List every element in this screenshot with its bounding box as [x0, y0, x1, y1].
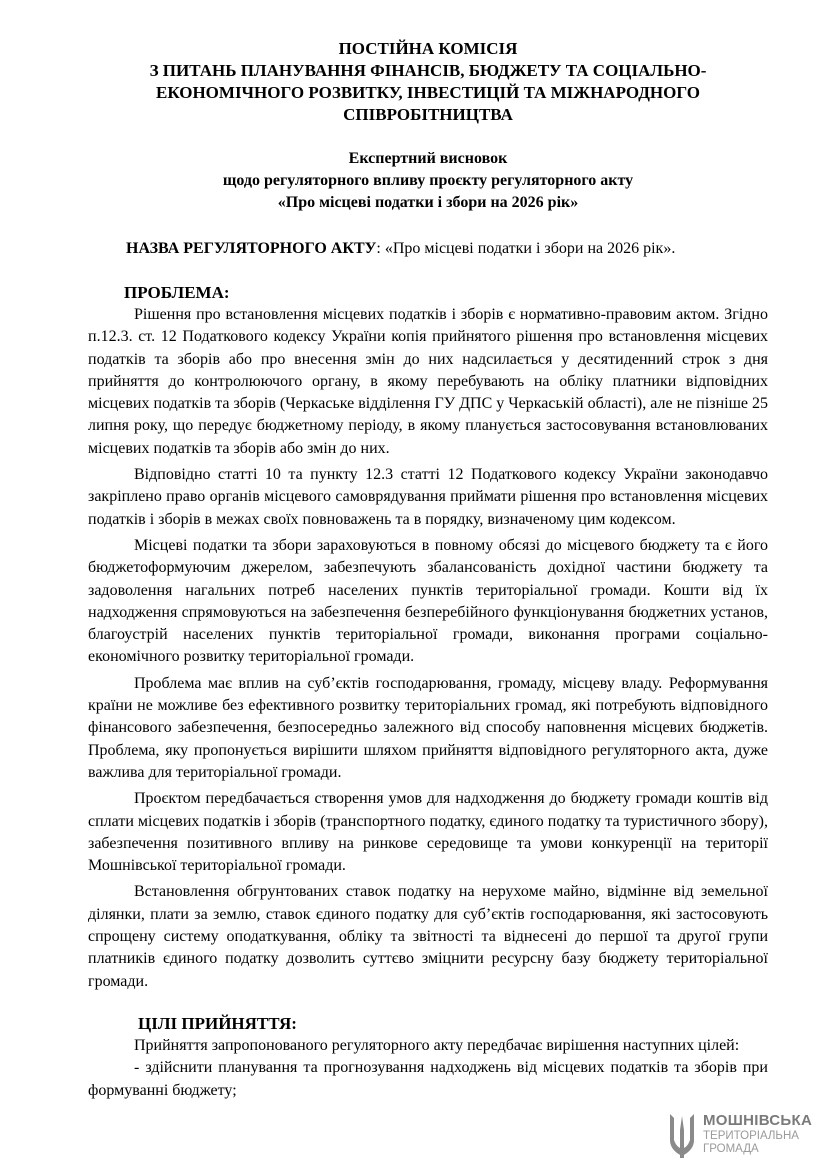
problem-paragraph-3: Місцеві податки та збори зараховуються в повному обсязі до місцевого бюджету та є його бюджетоформуючим джерелом, забезпечують збалансованість дохідної частини бюджету та задоволення нагальних потреб населених пунктів територіальної громади. Кошти від їх надходження спрямовуються на забезпечення безперебійного функціонування бюджетних установ, благоустрій населених пунктів територіальної громади, виконання програми соціально-економічного розвитку територіальної громади. — [88, 536, 768, 666]
conclusion-act-name: «Про місцеві податки і збори на 2026 рік» — [277, 194, 579, 211]
logo-name: МОШНІВСЬКА — [703, 1112, 813, 1129]
committee-title-line-1: ПОСТІЙНА КОМІСІЯ — [338, 39, 518, 58]
committee-title-line-3: ЕКОНОМІЧНОГО РОЗВИТКУ, ІНВЕСТИЦІЙ ТА МІЖНАРОДНОГО — [155, 83, 700, 102]
conclusion-title: Експертний висновок — [348, 150, 508, 167]
problem-paragraph-5: Проєктом передбачається створення умов для надходження до бюджету громади коштів від сплати місцевих податків і зборів (транспортного податку, єдиного податку та туристичного збору), забезпечення позитивного впливу на ринкове середовище та умови конкуренції на території Мошнівської територіальної громади. — [88, 790, 768, 875]
problem-heading: ПРОБЛЕМА: — [124, 283, 230, 302]
goals-heading: ЦІЛІ ПРИЙНЯТТЯ: — [138, 1013, 297, 1033]
community-logo — [667, 1108, 813, 1162]
logo-subtitle-2: ГРОМАДА — [703, 1143, 759, 1155]
problem-paragraph-1: Рішення про встановлення місцевих податків і зборів є нормативно-правовим актом. Згідно п.12.3. ст. 12 Податкового кодексу України копія прийнятого рішення про встановлення місцевих податків та зборів або про внесення змін до них надсилається у десятиденний строк з дня прийняття до контролюючого органу, в якому перебувають на обліку платники відповідних місцевих податків та зборів (Черкаське відділення ГУ ДПС у Черкаській області), але не пізніше 25 липня року, що передує бюджетному періоду, в якому планується застосовування встановлюваних місцевих податків та зборів або змін до них. — [88, 306, 769, 457]
logo-subtitle-1: ТЕРИТОРІАЛЬНА — [703, 1130, 799, 1142]
problem-paragraph-2: Відповідно статті 10 та пункту 12.3 статті 12 Податкового кодексу України законодавчо закріплено право органів місцевого самоврядування приймати рішення про встановлення місцевих податків і зборів в межах своїх повноважень та в порядку, визначеному цим кодексом. — [88, 466, 768, 528]
trident-icon — [667, 1110, 697, 1160]
document-page — [88, 38, 768, 1102]
conclusion-subject: щодо регуляторного впливу проєкту регуляторного акту — [222, 172, 634, 189]
problem-paragraph-6: Встановлення обгрунтованих ставок податку на нерухоме майно, відмінне від земельної ділянки, плати за землю, ставок єдиного податку для суб’єктів господарювання, які застосовують спрощену систему оподаткування, обліку та звітності та віднесені до першої та другої групи платників єдиного податку дозволить суттєво зміцнити ресурсну базу бюджету територіальної громади. — [88, 883, 768, 990]
act-name-value: : «Про місцеві податки і збори на 2026 рік». — [376, 240, 676, 257]
committee-title-line-2: З ПИТАНЬ ПЛАНУВАННЯ ФІНАНСІВ, БЮДЖЕТУ ТА СОЦІАЛЬНО- — [149, 61, 707, 80]
act-name-label: НАЗВА РЕГУЛЯТОРНОГО АКТУ — [126, 240, 377, 257]
problem-paragraph-4: Проблема має вплив на суб’єктів господарювання, громаду, місцеву владу. Реформування країни не можливе без ефективного розвитку територіальних громад, які потребують відповідного фінансового забезпечення, безпосередньо залежного від способу наповнення місцевих бюджетів. Проблема, яку пропонується вирішити шляхом прийняття відповідного регуляторного акта, дуже важлива для територіальної громади. — [88, 674, 768, 781]
committee-title-line-4: СПІВРОБІТНИЦТВА — [343, 105, 513, 124]
goals-paragraph-2: - здійснити планування та прогнозування надходжень від місцевих податків та зборів при формуванні бюджету; — [88, 1059, 768, 1099]
act-name-line — [88, 238, 768, 260]
goals-paragraph-1: Прийняття запропонованого регуляторного акту передбачає вирішення наступних цілей: — [134, 1036, 740, 1054]
